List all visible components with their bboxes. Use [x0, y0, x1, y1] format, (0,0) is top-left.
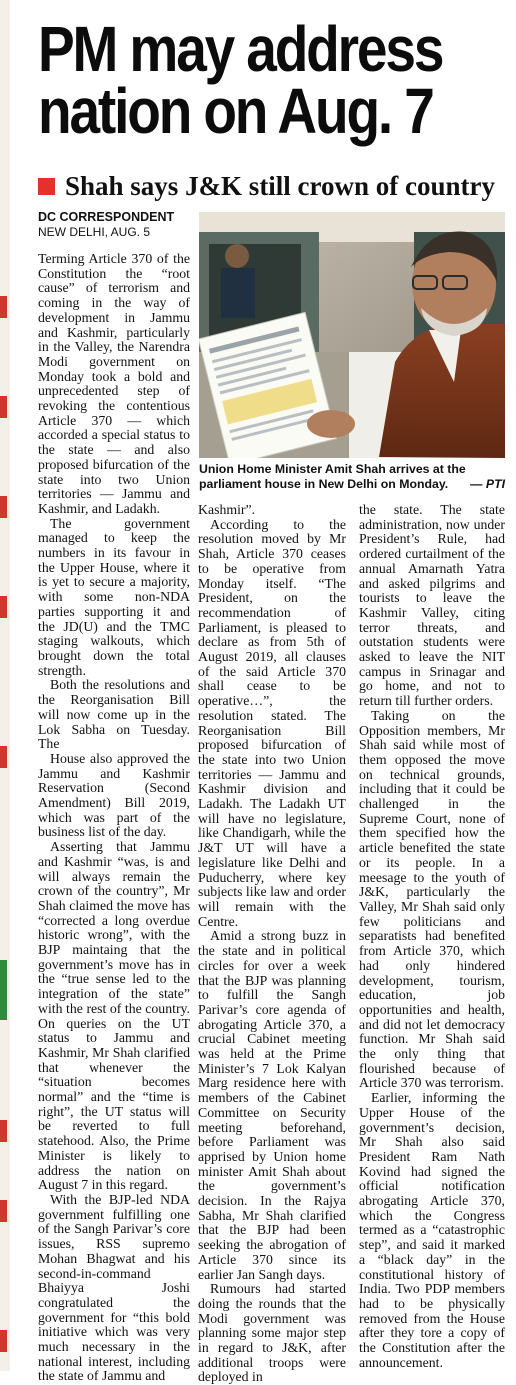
- paragraph: Terming Article 370 of the Constitution the “root cause” of terrorism and coming in the way of development in Jammu and Kashmir, particularly in the Valley, the Narendra Modi government on Monday took a bold and unprecedented step of revoking the contentious Article 370 — which accorded a special status to the state — and also proposed bifurcation of the state into two Union territories — Jammu and Kashmir, and Ladakh.: [38, 251, 190, 516]
- news-photo: [199, 212, 505, 458]
- byline-author: DC CORRESPONDENT: [38, 210, 175, 224]
- paragraph: House also approved the Jammu and Kashmir Reservation (Second Amendment) Bill 2019, which was part of the business list of the day.: [38, 750, 190, 840]
- page-edge: [0, 0, 10, 1371]
- paragraph: Taking on the Opposition members, Mr Shah said while most of them opposed the move on technical grounds, including that it could be challenged in the Supreme Court, none of them specified how the article benefited the state or its people. In a meesage to the youth of J&K, particularly the Valley, Mr Shah said only few politicians and separatists had benefited from Article 370, which had only hindered development, tourism, education, job opportunities and health, and did not let democracy function. Mr Shah said the only thing that flourished because of Article 370 was terrorism.: [359, 707, 505, 1091]
- paragraph: the state. The state administration, now under President’s Rule, had ordered curtailment of the annual Amarnath Yatra and asked pilgrims and tourists to leave the Kashmir Valley, citing terror threats, and outstation students were asked to leave the NIT campus in Srinagar and go home, and not to return till further orders.: [359, 502, 505, 709]
- paragraph: The government managed to keep the numbers in its favour in the Upper House, where it is yet to secure a majority, with some non-NDA parties supporting it and the JD(U) and the TMC staging walkouts, which brought down the total strength.: [38, 515, 190, 678]
- paragraph: Earlier, informing the Upper House of the government’s decision, Mr Shah also said President Ram Nath Kovind had signed the official notification abrogating Article 370, which the Congress termed as a “catastrophic step”, and said it marked a “black day” in the constitutional history of India. Two PDP members had to be physically removed from the House after they tore a copy of the Constitution after the announcement.: [359, 1090, 505, 1370]
- paragraph: Both the resolutions and the Reorganisation Bill will now come up in the Lok Sabha on Tuesday. The: [38, 677, 190, 752]
- paragraph: According to the resolution moved by Mr Shah, Article 370 ceases to be operative from Monday itself. “The President, on the recommendation of Parliament, is pleased to declare as from 5th of August 2019, all clauses of the said Article 370 shall cease to be operative…”, the resolution stated. The Reorganisation Bill proposed bifurcation of the state into two Union territories — Jammu and Kashmir division and Ladakh. The Ladakh UT will have no legislature, like Chandigarh, while the J&T UT will have a legislature like Delhi and Puducherry, where key subjects like law and order will remain with the Centre.: [198, 516, 346, 929]
- headline-line-1: PM may address: [38, 13, 443, 85]
- subheadline-text: Shah says J&K still crown of country: [65, 170, 496, 201]
- article-column-3: [359, 503, 505, 1370]
- paragraph: Amid a strong buzz in the state and in political circles for over a week that the BJP was planning to fulfill the Sangh Parivar’s core agenda of abrogating Article 370, a crucial Cabinet meeting was held at the Prime Minister’s 7 Lok Kalyan Marg residence here with members of the Cabinet Committee on Security meeting beforehand, before Parliament was apprised by Union home minister Amit Shah about the government’s decision. In the Rajya Sabha, Mr Shah clarified that the BJP had been seeking the abrogation of Article 370 since its earlier Jan Sangh days.: [198, 928, 346, 1282]
- red-square-bullet-icon: [38, 178, 55, 195]
- photo-illustration: [199, 212, 505, 458]
- byline: [38, 210, 193, 239]
- headline-line-2: nation on Aug. 7: [38, 75, 433, 147]
- subheadline: [38, 170, 495, 202]
- paragraph: With the BJP-led NDA government fulfilling one of the Sangh Parivar’s core issues, RSS supremo Mohan Bhagwat and his second-in-command Bhaiyya Joshi congratulated the government for “this bold initiative which was very much necessary in the national interest, including the state of Jammu and: [38, 1192, 190, 1384]
- photo-credit: — PTI: [470, 477, 505, 491]
- paragraph: Asserting that Jammu and Kashmir “was, is and will always remain the crown of the country”, Mr Shah claimed the move has “corrected a long overdue historic wrong”, with the BJP maintaing that the government’s move has in the “true sense led to the integration of the state” with the rest of the country. On queries on the UT status to Jammu and Kashmir, Mr Shah clarified that whenever the “situation becomes normal” and the “time is right”, the UT status will be reverted to full statehood. Also, the Prime Minister is likely to address the nation on August 7 in this regard.: [38, 839, 190, 1193]
- article-column-1: [38, 252, 190, 1384]
- byline-dateline: NEW DELHI, AUG. 5: [38, 225, 151, 239]
- article-column-2: [198, 503, 346, 1385]
- paragraph: Kashmir”.: [198, 502, 256, 517]
- paragraph: Rumours had started doing the rounds that the Modi government was planning some major step in regard to J&K, after additional troops were deployed in: [198, 1281, 346, 1385]
- photo-caption: [199, 462, 505, 492]
- photo-caption-text: Union Home Minister Amit Shah arrives at the parliament house in New Delhi on Monday.: [199, 462, 466, 491]
- headline: [38, 13, 443, 147]
